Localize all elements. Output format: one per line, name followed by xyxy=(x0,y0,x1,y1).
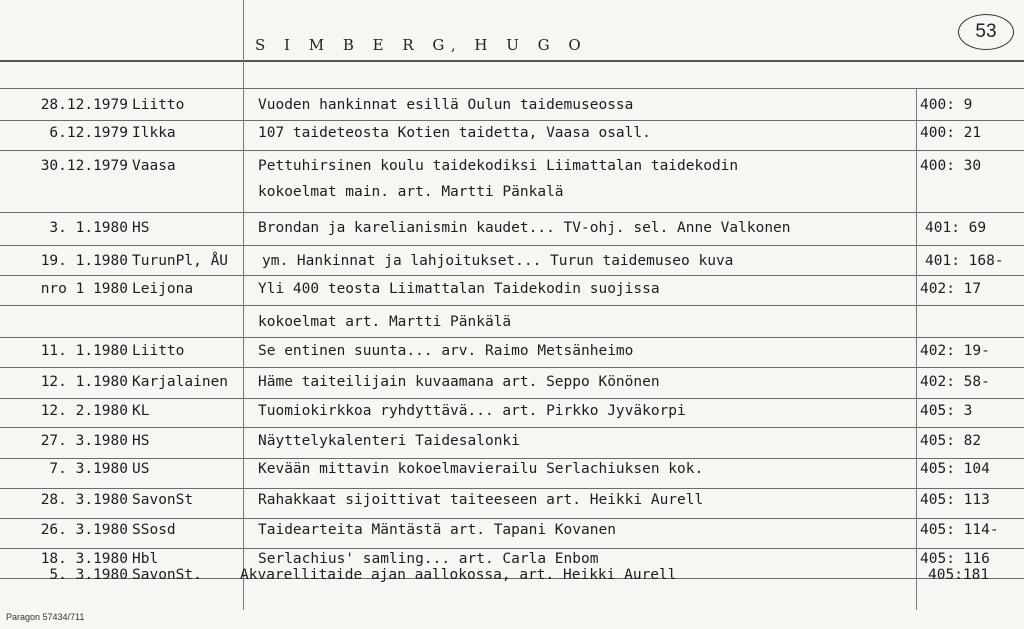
entry-ref: 405: 82 xyxy=(920,433,982,449)
column-rule xyxy=(243,0,244,610)
entry-ref: 400: 21 xyxy=(920,125,982,141)
entry-date: 6.12.1979 xyxy=(49,125,128,141)
entry-date: 27. 3.1980 xyxy=(40,433,128,449)
entry-date: 12. 1.1980 xyxy=(40,374,128,390)
entry-text: Taidearteita Mäntästä art. Tapani Kovanen xyxy=(258,522,616,538)
entry-text: Rahakkaat sijoittivat taiteeseen art. Heikki Aurell xyxy=(258,492,704,508)
rule-line xyxy=(0,275,1024,276)
entry-source: SavonSt. xyxy=(132,567,202,583)
entry-row-last xyxy=(0,567,1024,589)
entry-date: 5. 3.1980 xyxy=(49,567,128,583)
entry-date: 26. 3.1980 xyxy=(40,522,128,538)
entry-row xyxy=(0,184,1024,206)
rule-line xyxy=(0,427,1024,428)
rule-line xyxy=(0,150,1024,151)
entry-row xyxy=(0,281,1024,303)
entry-source: Ilkka xyxy=(132,125,176,141)
entry-text: Kevään mittavin kokoelmavierailu Serlachiuksen kok. xyxy=(258,461,704,477)
entry-date: 7. 3.1980 xyxy=(49,461,128,477)
rule-line xyxy=(0,518,1024,519)
entry-ref: 405: 113 xyxy=(920,492,990,508)
rule-line xyxy=(0,305,1024,306)
entry-text: Serlachius' samling... art. Carla Enbom xyxy=(258,551,599,567)
entry-text: 107 taideteosta Kotien taidetta, Vaasa osall. xyxy=(258,125,651,141)
entry-text: kokoelmat main. art. Martti Pänkalä xyxy=(258,184,564,200)
entry-row xyxy=(0,461,1024,483)
entry-source: Hbl xyxy=(132,551,159,567)
rule-line xyxy=(0,120,1024,121)
entry-date: 12. 2.1980 xyxy=(40,403,128,419)
entry-row xyxy=(0,253,1024,275)
entry-row xyxy=(0,314,1024,336)
entry-ref: 405:181 xyxy=(928,567,990,583)
card-footer-imprint: Paragon 57434/711 xyxy=(6,612,85,622)
entry-row xyxy=(0,158,1024,180)
card-title: S I M B E R G, H U G O xyxy=(255,36,588,54)
entry-row xyxy=(0,220,1024,242)
entry-date: 30.12.1979 xyxy=(40,158,128,174)
entry-ref: 402: 19- xyxy=(920,343,990,359)
rule-line xyxy=(0,548,1024,549)
entry-date: 18. 3.1980 xyxy=(40,551,128,567)
entry-text: Tuomiokirkkoa ryhdyttävä... art. Pirkko Jyväkorpi xyxy=(258,403,686,419)
entry-source: HS xyxy=(132,433,150,449)
entry-source: Leijona xyxy=(132,281,194,297)
entry-ref: 405: 3 xyxy=(920,403,973,419)
entry-text: Yli 400 teosta Liimattalan Taidekodin suojissa xyxy=(258,281,660,297)
rule-line xyxy=(0,458,1024,459)
entry-source: KL xyxy=(132,403,150,419)
entry-source: Liitto xyxy=(132,343,185,359)
entry-ref: 400: 9 xyxy=(920,97,973,113)
entry-text: Brondan ja karelianismin kaudet... TV-ohj. sel. Anne Valkonen xyxy=(258,220,791,236)
entry-row xyxy=(0,343,1024,365)
entry-ref: 405: 114- xyxy=(920,522,999,538)
entry-source: Liitto xyxy=(132,97,185,113)
rule-line xyxy=(0,60,1024,62)
entry-text: ym. Hankinnat ja lahjoitukset... Turun taidemuseo kuva xyxy=(262,253,734,269)
entry-text: Häme taiteilijain kuvaamana art. Seppo Könönen xyxy=(258,374,660,390)
entry-text: Pettuhirsinen koulu taidekodiksi Liimattalan taidekodin xyxy=(258,158,739,174)
entry-row xyxy=(0,97,1024,119)
entry-source: Karjalainen xyxy=(132,374,229,390)
entry-text: Näyttelykalenteri Taidesalonki xyxy=(258,433,520,449)
entry-date: 3. 1.1980 xyxy=(49,220,128,236)
entry-row xyxy=(0,374,1024,396)
entry-source: TurunPl, ÅU xyxy=(132,253,229,269)
entry-ref: 402: 58- xyxy=(920,374,990,390)
entry-date: 19. 1.1980 xyxy=(40,253,128,269)
rule-line xyxy=(0,245,1024,246)
card-number-stamp: 53 xyxy=(958,14,1014,50)
entry-text: kokoelmat art. Martti Pänkälä xyxy=(258,314,512,330)
entry-row xyxy=(0,522,1024,544)
entry-ref: 405: 104 xyxy=(920,461,990,477)
rule-line xyxy=(0,488,1024,489)
entry-source: HS xyxy=(132,220,150,236)
entry-source: SSosd xyxy=(132,522,176,538)
entry-text: Akvarellitaide ajan aallokossa, art. Heikki Aurell xyxy=(240,567,677,583)
entry-date: nro 1 1980 xyxy=(40,281,128,297)
entry-row xyxy=(0,125,1024,147)
entry-text: Vuoden hankinnat esillä Oulun taidemuseossa xyxy=(258,97,634,113)
entry-source: Vaasa xyxy=(132,158,176,174)
entry-source: US xyxy=(132,461,150,477)
entry-source: SavonSt xyxy=(132,492,194,508)
rule-line xyxy=(0,88,1024,89)
entry-date: 28. 3.1980 xyxy=(40,492,128,508)
entry-date: 11. 1.1980 xyxy=(40,343,128,359)
entry-row xyxy=(0,433,1024,455)
entry-ref: 401: 69 xyxy=(925,220,987,236)
rule-line xyxy=(0,398,1024,399)
entry-ref: 405: 116 xyxy=(920,551,990,567)
entry-ref: 400: 30 xyxy=(920,158,982,174)
rule-line xyxy=(0,337,1024,338)
entry-ref: 402: 17 xyxy=(920,281,982,297)
entry-row xyxy=(0,403,1024,425)
rule-line xyxy=(0,212,1024,213)
entry-ref: 401: 168- xyxy=(925,253,1004,269)
rule-line xyxy=(0,367,1024,368)
entry-text: Se entinen suunta... arv. Raimo Metsänheimo xyxy=(258,343,634,359)
entry-date: 28.12.1979 xyxy=(40,97,128,113)
entry-row xyxy=(0,492,1024,514)
